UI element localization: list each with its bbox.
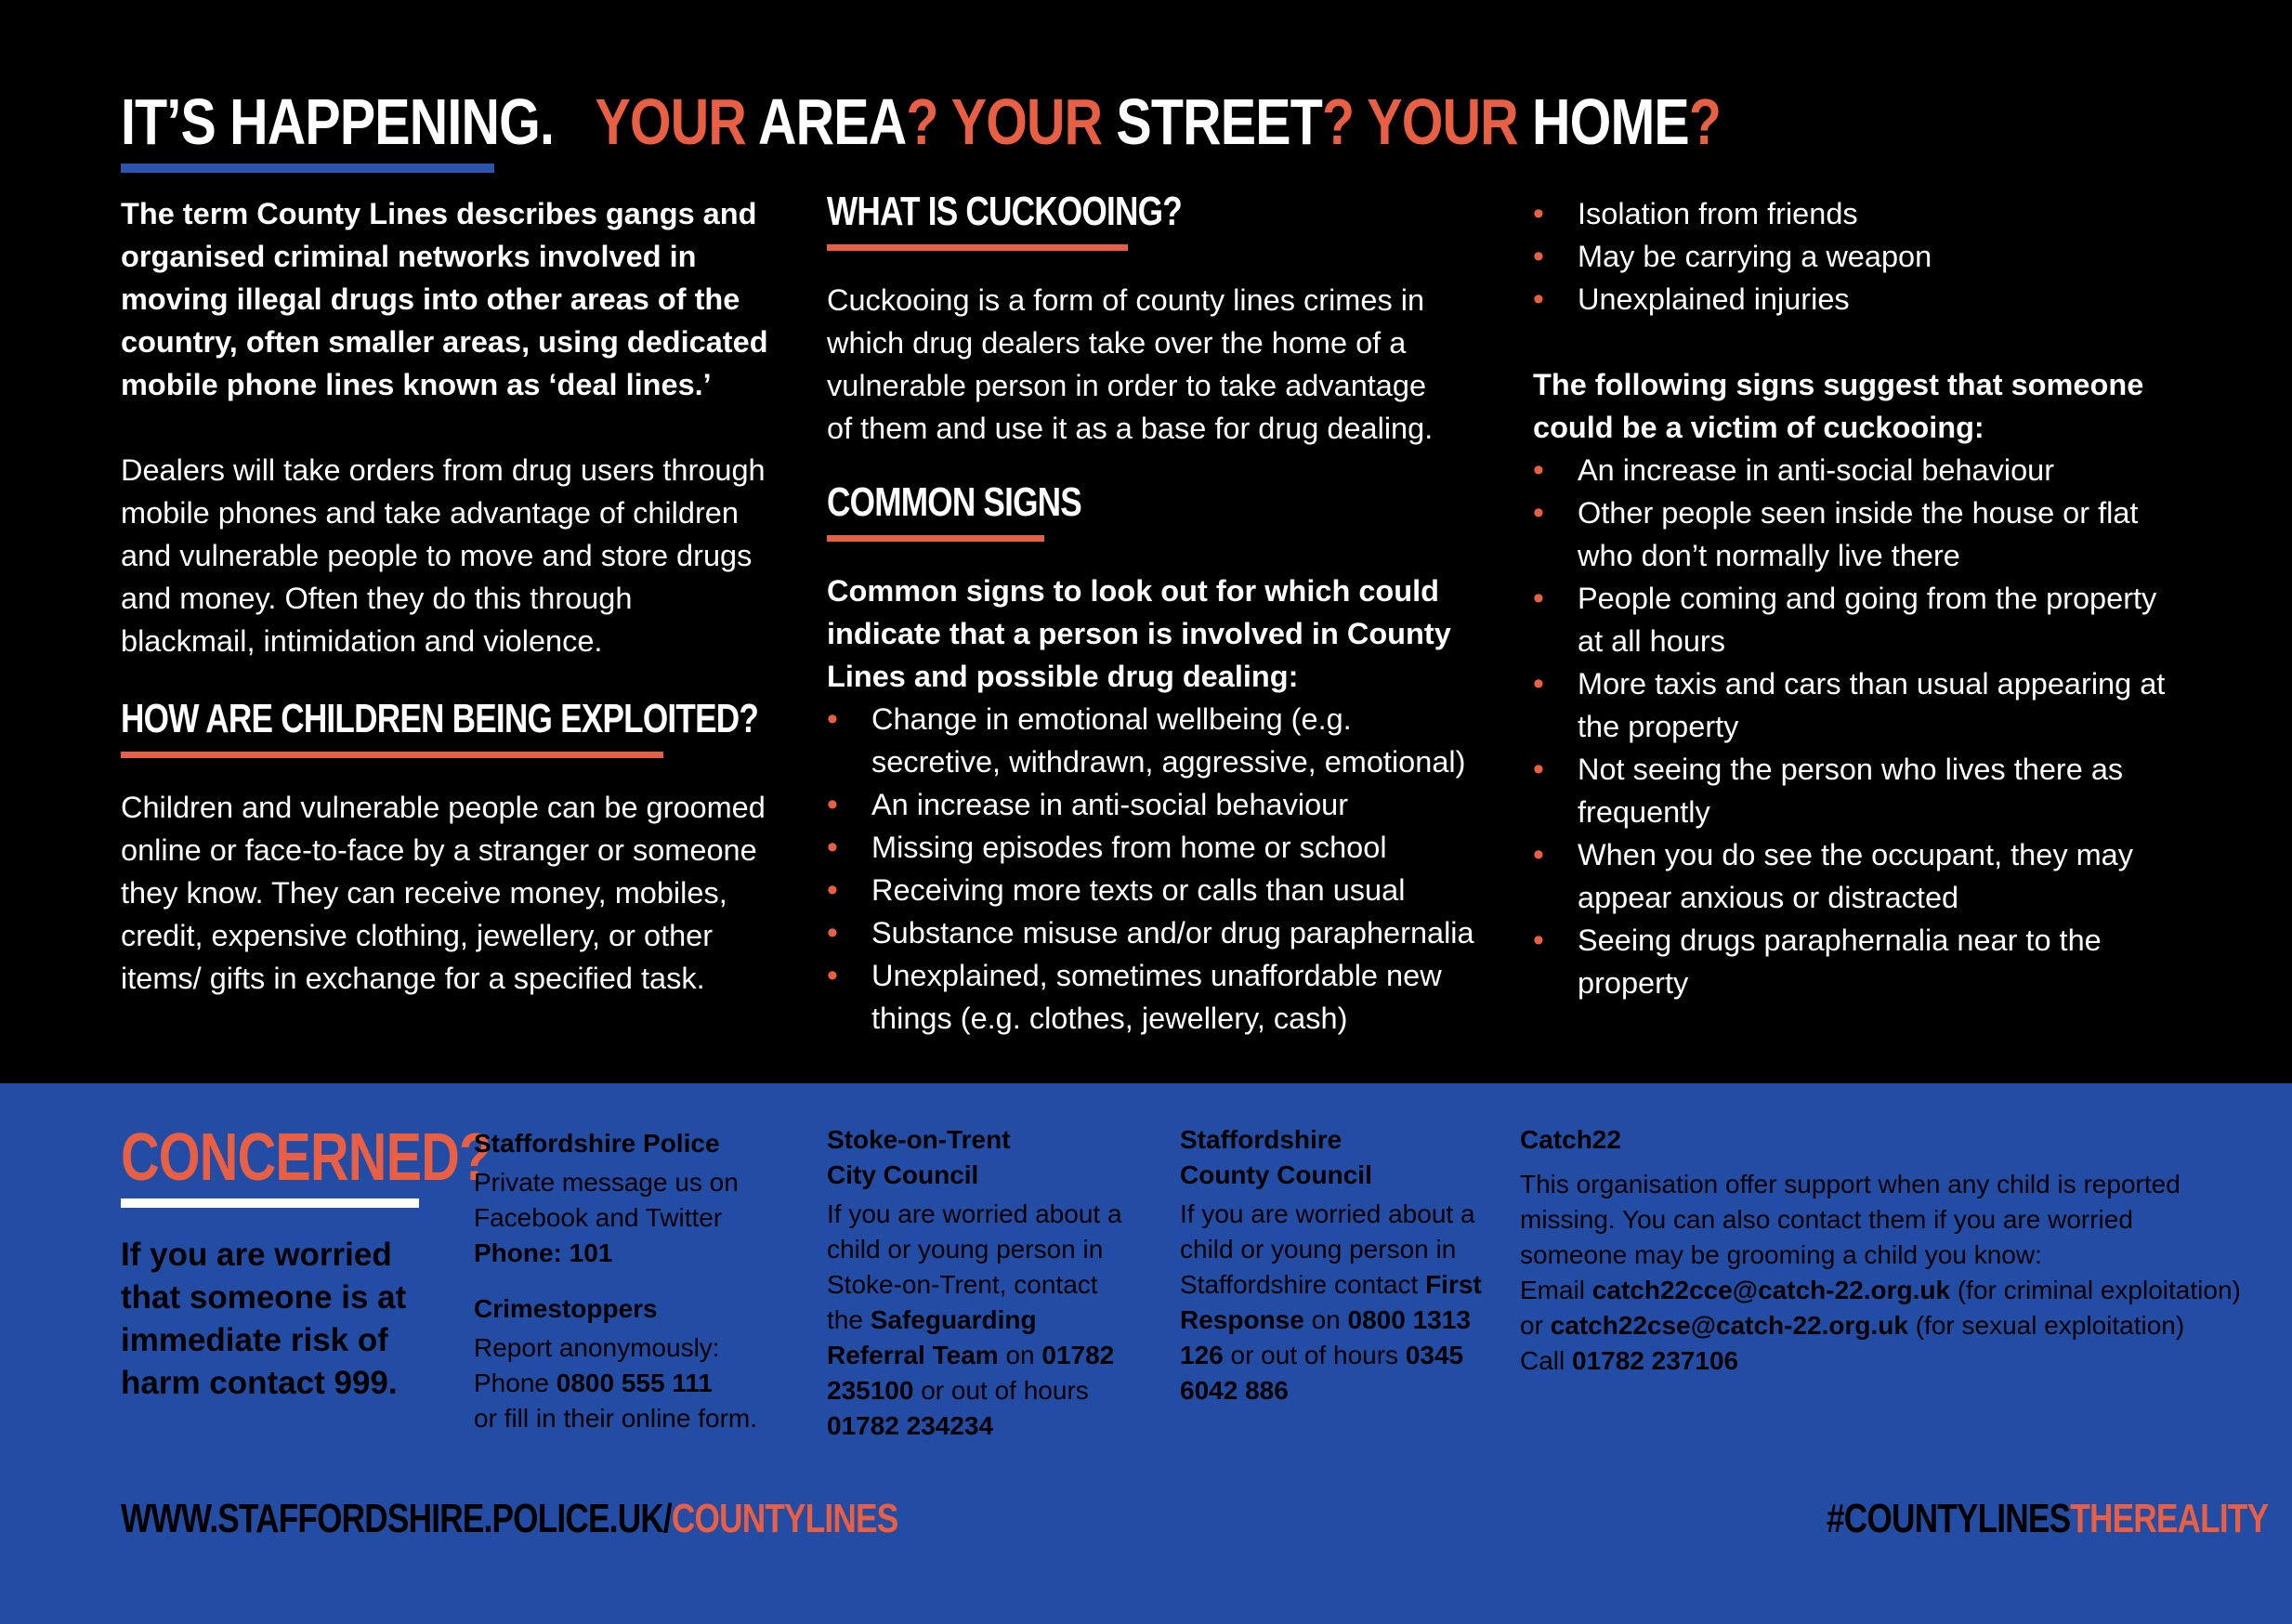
column-2 [827,189,1477,1040]
headline-part1: IT’S HAPPENING. [121,85,555,158]
cuckooing-heading-wrap [827,189,1182,251]
catch22-call-label: Call [1520,1346,1573,1375]
list-item: • Change in emotional wellbeing (e.g. secretive, withdrawn, aggressive, emotional) [827,698,1487,783]
county-title-1: Staffordshire [1180,1125,1342,1154]
catch22-or: or [1520,1311,1551,1340]
catch22-title: Catch22 [1520,1125,1621,1154]
county-contact [1180,1122,1482,1408]
catch22-email-label: Email [1520,1276,1592,1304]
headline-q2: ? [1321,85,1368,158]
list-item: • Missing episodes from home or school [827,826,1487,869]
stoke-on: on [998,1341,1042,1369]
signs-intro: Common signs to look out for which could indicate that a person is involved in County Lines and possible drug dealing: [827,574,1451,693]
county-or: or out of hours [1223,1341,1406,1369]
list-item: • Seeing drugs paraphernalia near to the property [1533,919,2174,1004]
county-on: on [1303,1305,1348,1334]
catch22-call: 01782 237106 [1572,1346,1739,1375]
police-title: Staffordshire Police [474,1129,720,1158]
dealers-text: Dealers will take orders from drug users through mobile phones and take advantage of children and vulnerable people to move and store drugs and money. Often they do this through blackmail, intimidation and violence. [121,453,766,658]
list-item: • Substance misuse and/or drug paraphernalia [827,911,1487,954]
list-item: • Not seeing the person who lives there as frequently [1533,748,2174,833]
list-item: • May be carrying a weapon [1533,235,2183,278]
stoke-contact [827,1122,1129,1444]
county-title-2: County Council [1180,1160,1372,1189]
stoke-text [827,1197,1129,1444]
list-item: • An increase in anti-social behaviour [1533,449,2174,491]
catch22-email-line-1 [1520,1273,2263,1308]
concerned-text: If you are worried that someone is at immediate risk of harm contact 999. [121,1237,407,1401]
crimestoppers-phone-line [474,1366,771,1401]
county-text-1: If you are worried about a child or young person in Staffordshire contact [1180,1199,1475,1299]
stoke-title-2: City Council [827,1160,979,1189]
headline-street: STREET [1102,85,1322,158]
cuckooing-text: Cuckooing is a form of county lines crimes in which drug dealers take over the home of a vulnerable person in order to take advantage of them and use it as a base for drug dealing. [827,283,1434,445]
county-team: First Response [1180,1270,1482,1334]
column-3 [1533,192,2183,1004]
cuckooing-heading-bar [827,244,1128,251]
crimestoppers-line3: or fill in their online form. [474,1404,758,1433]
victim-signs-list [1533,449,2174,1004]
signs-heading-bar [827,535,1044,542]
list-item: • Other people seen inside the house or flat who don’t normally live there [1533,491,2174,577]
catch22-email-line-2 [1520,1308,2263,1343]
stoke-text-1: If you are worried about a child or young person in Stoke-on-Trent, contact the [827,1199,1122,1334]
crimestoppers-phone: 0800 555 111 [556,1369,713,1397]
catch22-email-2-note: (for sexual exploitation) [1907,1311,2185,1340]
headline-area: AREA [746,85,907,158]
footer-hashtag-main: #COUNTYLINES [1827,1496,2071,1541]
headline-your3: YOUR [1367,85,1518,158]
list-item: • People coming and going from the property at all hours [1533,577,2174,662]
catch22-email-1-note: (for criminal exploitation) [1950,1276,2241,1304]
stoke-or: or out of hours [913,1376,1089,1405]
headline-your1: YOUR [595,85,747,158]
footer-url-main: WWW.STAFFORDSHIRE.POLICE.UK/ [121,1496,672,1541]
catch22-email-2[interactable]: catch22cse@catch-22.org.uk [1550,1311,1908,1340]
exploited-text: Children and vulnerable people can be groomed online or face-to-face by a stranger or someone they know. They can receive money, mobiles, credit, expensive clothing, jewellery, or other items/ gifts in exchange for a specified task. [121,791,766,995]
footer-hashtag-accent: THEREALITY [2070,1496,2269,1541]
list-item: • Isolation from friends [1533,192,2183,235]
headline-q3: ? [1688,85,1722,158]
concerned-underline [121,1198,419,1208]
list-item: • Unexplained injuries [1533,278,2183,321]
exploited-heading-bar [121,752,663,758]
headline-underline [121,164,494,173]
crimestoppers-phone-label: Phone [474,1369,557,1397]
headline [121,85,1722,158]
headline-q1: ? [906,85,951,158]
county-phone-1: 0800 1313 126 [1180,1305,1471,1369]
footer-url[interactable] [121,1496,897,1542]
concerned-heading: CONCERNED? [121,1120,491,1195]
stoke-title-1: Stoke-on-Trent [827,1125,1011,1154]
catch22-text: This organisation offer support when any child is reported missing. You can also contact them if you are worried someone may be grooming a child you know: [1520,1170,2181,1269]
list-item: • An increase in anti-social behaviour [827,783,1487,826]
list-item: • When you do see the occupant, they may appear anxious or distracted [1533,833,2174,919]
exploited-heading-wrap [121,696,759,758]
catch22-call-line [1520,1343,2263,1379]
victim-intro: The following signs suggest that someone could be a victim of cuckooing: [1533,368,2144,444]
headline-your2: YOUR [950,85,1103,158]
exploited-heading: HOW ARE CHILDREN BEING EXPLOITED? [121,696,759,741]
stoke-phone-2: 01782 234234 [827,1411,994,1440]
list-item: • Unexplained, sometimes unaffordable new things (e.g. clothes, jewellery, cash) [827,954,1487,1040]
county-text [1180,1197,1482,1408]
column-1 [121,192,771,1000]
county-phone-2: 0345 6042 886 [1180,1341,1464,1405]
headline-home: HOME [1517,85,1689,158]
catch22-contact [1520,1122,2263,1379]
stoke-phone-1: 01782 235100 [827,1341,1115,1405]
footer-url-accent: COUNTYLINES [671,1496,898,1541]
police-line1: Private message us on Facebook and Twitter [474,1168,739,1232]
intro-text: The term County Lines describes gangs and organised criminal networks involved in moving illegal drugs into other areas of the country, often smaller areas, using dedicated mobile phone lines known as ‘deal lines.’ [121,197,768,401]
list-item: • Receiving more texts or calls than usual [827,869,1487,911]
cuckooing-heading: WHAT IS CUCKOOING? [827,189,1182,234]
catch22-email-1[interactable]: catch22cce@catch-22.org.uk [1591,1276,1951,1304]
signs-heading: COMMON SIGNS [827,479,1081,525]
crimestoppers-title: Crimestoppers [474,1294,658,1323]
footer-hashtag [1827,1496,2268,1542]
signs-list [827,698,1487,1040]
list-item: • More taxis and cars than usual appearing at the property [1533,662,2174,748]
signs-list-continued [1533,192,2183,321]
police-phone: Phone: 101 [474,1238,613,1267]
stoke-team: Safeguarding Referral Team [827,1305,1037,1369]
police-contact [474,1126,771,1436]
crimestoppers-line1: Report anonymously: [474,1333,720,1362]
signs-heading-wrap [827,479,1081,542]
